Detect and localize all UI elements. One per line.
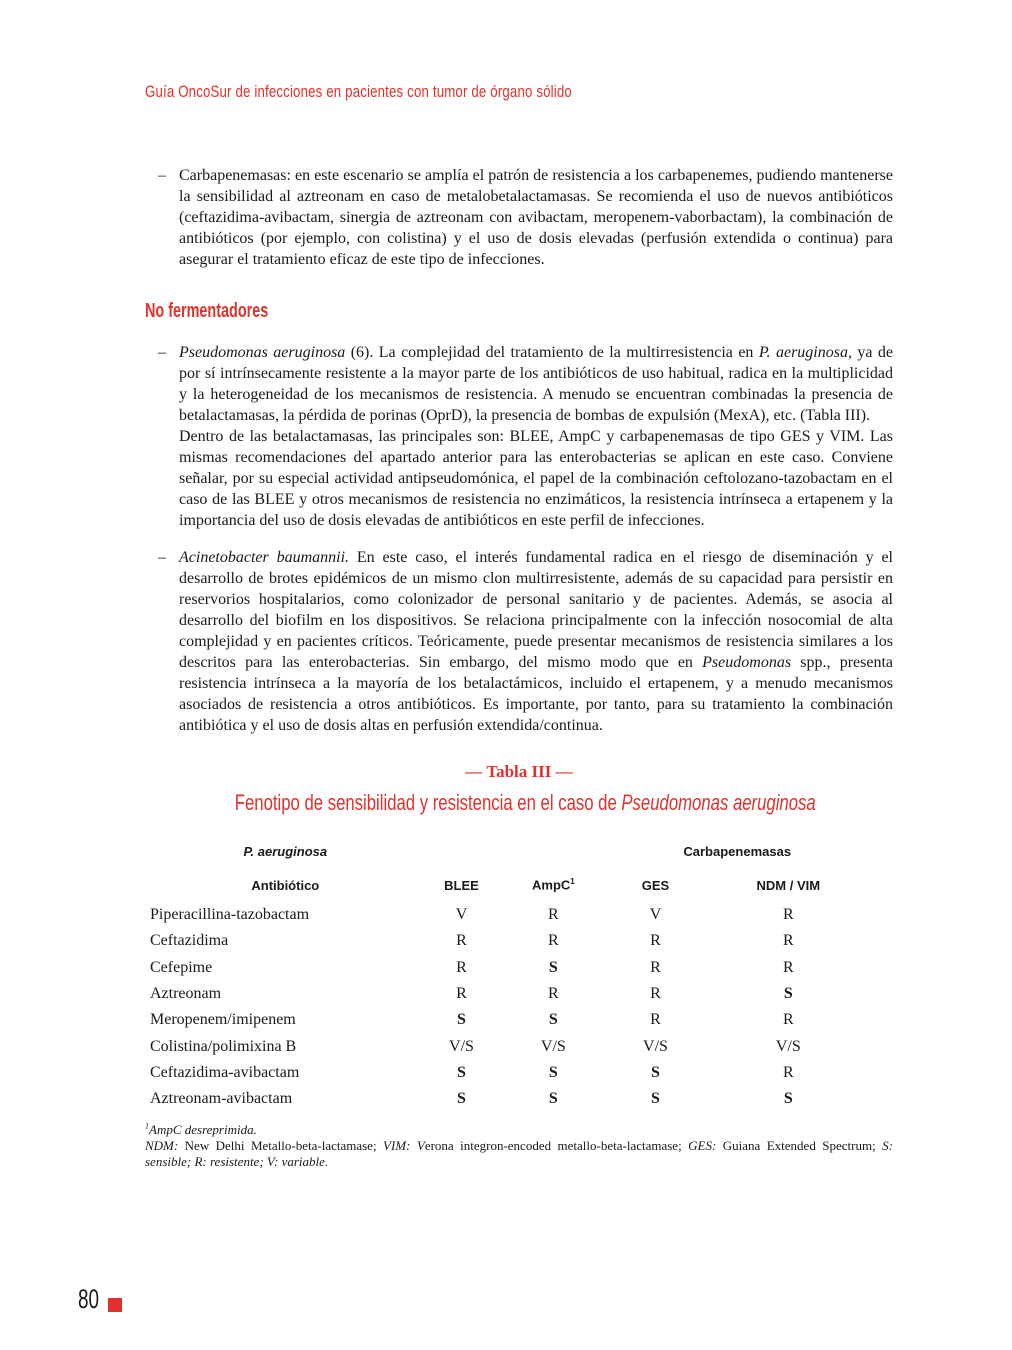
antibiotic-cell: Ceftazidima-avibactam [150,1063,300,1081]
blee-cell: S [457,1063,466,1081]
table-caption [234,790,816,816]
table-row [150,981,870,1007]
carbapenemasas-label: Carbapenemasas [179,167,287,184]
acinetobacter-text-1: En este caso, el interés fundamental radica en el riesgo de diseminación y el desarrollo de brotes epidémicos de un mismo clon multirresistente, además de su capacidad para persistir en reservorios hospitalarios, como colonizador de personal sanitario y de pacientes. Además, se asocia al desarrollo del biofilm en los dispositivos. Se relaciona principalmente con la infección nosocomial de alta complejidad y en pacientes críticos. Teóricamente, puede presentar mecanismos de resistencia similares a los descritos para las enterobacterias. Sin embargo, del mismo modo que en [179,549,894,671]
carbapenemasas-item [145,165,893,270]
ges-cell: V [649,906,662,924]
antibiotic-cell: Cefepime [150,958,213,976]
ampc-cell: V/S [540,1037,566,1055]
antibiotic-cell: Ceftazidima [150,932,229,950]
blee-cell: V [455,906,468,924]
antibiotic-cell: Aztreonam-avibactam [150,1090,293,1108]
antibiotic-cell: Piperacillina-tazobactam [150,906,310,924]
list-dash: – [158,344,166,361]
fn-ges-text: Guiana Extended Spectrum; [716,1137,883,1153]
ges-cell: R [650,985,661,1003]
fn-ndm-text: New Delhi Metallo-beta-lactamase; [178,1137,384,1153]
ampc-cell: S [548,958,558,976]
ampc-column-header [502,868,604,902]
blee-cell: R [456,958,467,976]
ges-cell: R [650,958,661,976]
acinetobacter-paragraph [179,547,893,736]
table-header-row-2 [150,868,870,902]
table-footnotes [145,1118,893,1169]
pseudomonas-ref: (6). La complejidad del tratamiento de la multirresistencia en [345,344,759,361]
table-row [150,1086,870,1112]
list-dash: – [158,549,166,566]
table-body [150,902,870,1112]
ampc-cell: S [548,1063,558,1081]
footnote-1 [145,1118,893,1137]
carbapenemasas-paragraph [179,165,893,270]
antibiotic-column-header: Antibiótico [251,877,320,893]
pseudomonas-name: Pseudomonas aeruginosa [179,344,346,361]
blee-cell: V/S [449,1037,474,1055]
ampc-cell: S [548,1011,558,1029]
section-heading: No fermentadores [145,300,269,322]
table-row [150,955,870,981]
acinetobacter-text-2: spp., presenta resistencia intrínseca a la mayoría de los betalactámicos, incluido el ertapenem, y a menudo mecanismos asociados de resistencia a otros antibióticos. Es importante, por tanto, para su tratamiento la combinación antibiótica y el uso de dosis altas en perfusión extendida/continua. [179,654,894,734]
fn-ndm: NDM: [145,1137,179,1153]
ndm-cell: R [782,906,794,924]
footnote-2 [145,1138,893,1170]
ampc-cell: S [548,1090,558,1108]
carbapenemasas-header: Carbapenemasas [683,843,792,859]
ges-cell: S [651,1063,660,1081]
ampc-header-sup: 1 [570,877,575,887]
antibiotic-cell: Meropenem/imipenem [150,1011,296,1029]
ndm-cell: R [782,958,794,976]
ndm-cell: S [783,985,793,1003]
running-head: Guía OncoSur de infecciones en pacientes con tumor de órgano sólido [145,82,572,101]
acinetobacter-genus: Pseudomonas [702,654,792,671]
ampc-header-text: AmpC [532,877,571,893]
pseudomonas-item [145,342,893,531]
ndm-cell: V/S [775,1037,801,1055]
table-label: — Tabla III — [465,762,573,781]
table-header-row-1 [150,834,870,868]
ampc-cell: R [548,985,559,1003]
ampc-cell: R [548,932,559,950]
footnote-1-sup: 1 [145,1121,149,1131]
table-row [150,1033,870,1059]
ges-cell: R [650,1011,661,1029]
page-content [145,165,893,1170]
list-dash: – [158,167,166,184]
ges-cell: S [651,1090,660,1108]
blee-cell: R [456,932,467,950]
organism-header: P. aeruginosa [243,843,328,859]
fn-vim: VIM: V [383,1137,425,1153]
acinetobacter-name: Acinetobacter baumannii. [179,549,350,566]
ndm-cell: R [782,932,794,950]
table-row [150,928,870,954]
pseudomonas-paragraph-2: Dentro de las betalactamasas, las principales son: BLEE, AmpC y carbapenemasas de tipo GES y VIM. Las mismas recomendaciones del apartado anterior para las enterobacterias se aplican en este caso. Conviene señalar, por su especial actividad antipseudomónica, el papel de la combinación ceftolozano-tazobactam en el caso de las BLEE y otros mecanismos de resistencia no enzimáticos, la resistencia intrínseca a ertapenem y la importancia del uso de dosis elevadas de antibióticos en este perfil de infecciones. [179,428,893,529]
acinetobacter-item [145,547,893,736]
pseudomonas-text-1: , ya de por sí intrínsecamente resistente a la mayor parte de los antibióticos de uso habitual, radica en la multiplicidad y la heterogeneidad de los mecanismos de resistencia. A menudo se encuentran combinadas la presencia de betalactamasas, la pérdida de porinas (OprD), la presencia de bombas de expulsión (MexA), etc. (Tabla III). [179,344,893,424]
ges-cell: V/S [643,1037,668,1055]
ampc-cell: R [548,906,559,924]
ges-column-header: GES [641,877,670,893]
fn-ges: GES: [688,1137,717,1153]
table-caption-prefix: Fenotipo de sensibilidad y resistencia en el caso de [234,790,622,815]
blee-cell: S [457,1011,466,1029]
page-marker [108,1298,122,1312]
fn-legend: S: sensible; R: resistente; V: variable. [145,1137,893,1169]
antibiotic-cell: Aztreonam [150,985,222,1003]
ndm-cell: R [782,1063,794,1081]
resistance-table [150,834,870,1112]
carbapenemasas-text: : en este escenario se amplía el patrón de resistencia a los carbapenemes, pudiendo mantenerse la sensibilidad al aztreonam en caso de metalobetalactamasas. Se recomienda el uso de nuevos antibióticos (ceftazidima-avibactam, sinergia de aztreonam con avibactam, meropenem-vaborbactam), la combinación de antibióticos (por ejemplo, con colistina) y el uso de dosis elevadas (perfusión extendida o continua) para asegurar el tratamiento eficaz de este tipo de infecciones. [179,167,893,268]
pseudomonas-paragraph-1 [179,342,893,426]
ndm-cell: R [782,1011,794,1029]
table-row [150,902,870,928]
table-row [150,1007,870,1033]
table-row [150,1060,870,1086]
blee-cell: S [457,1090,466,1108]
table-caption-organism: Pseudomonas aeruginosa [621,790,816,815]
antibiotic-cell: Colistina/polimixina B [150,1037,297,1055]
pseudomonas-short: P. aeruginosa [758,344,848,361]
blee-column-header: BLEE [444,877,479,893]
fn-vim-text: erona integron-encoded metallo-beta-lactamase; [424,1137,689,1153]
ndm-vim-column-header: NDM / VIM [756,877,821,893]
ndm-cell: S [783,1090,793,1108]
footnote-1-text: AmpC desreprimida. [149,1121,257,1137]
page-number: 80 [78,1284,100,1314]
ges-cell: R [650,932,661,950]
blee-cell: R [456,985,467,1003]
